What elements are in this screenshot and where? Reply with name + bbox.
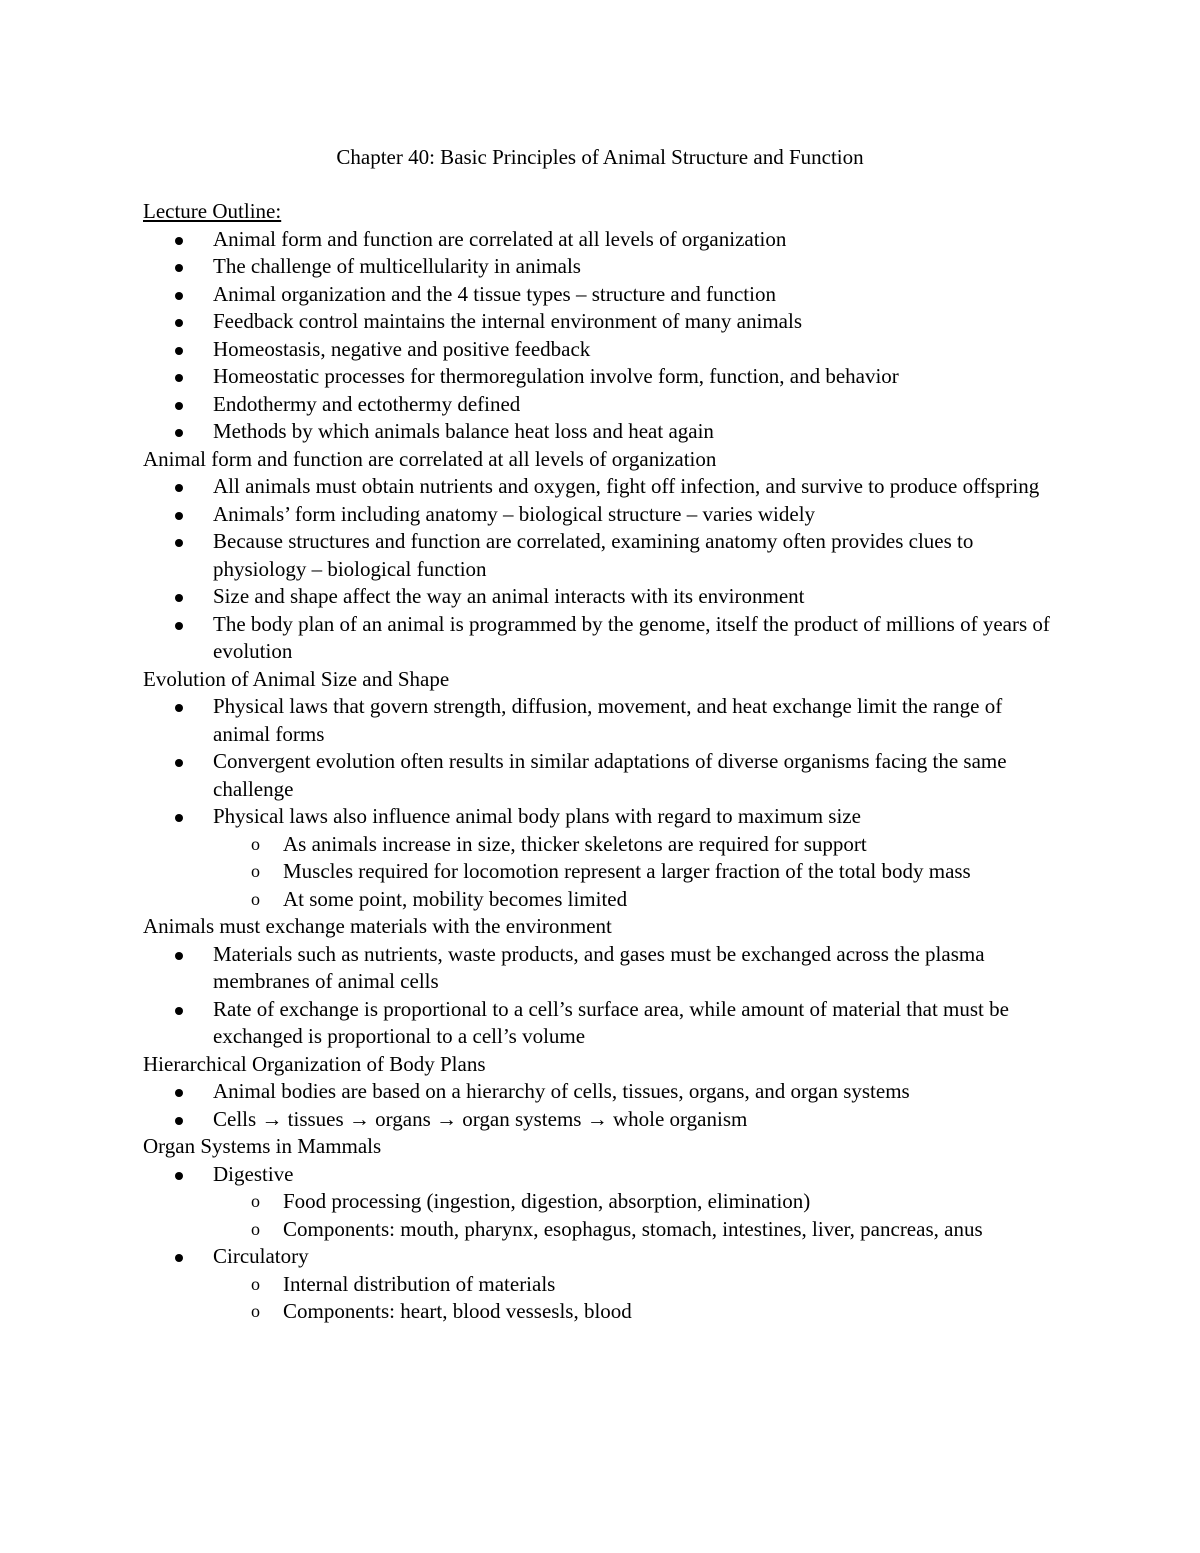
bullet-icon — [175, 622, 183, 630]
sub-list-item — [213, 886, 1063, 914]
sub-list-item — [213, 1271, 1063, 1299]
list-item — [143, 501, 1063, 529]
bullet-icon — [175, 512, 183, 520]
list-item-text: Animals’ form including anatomy – biological structure – varies widely — [213, 501, 816, 526]
list-item — [143, 583, 1063, 611]
bullet-icon — [175, 1089, 183, 1097]
list-item-text: Endothermy and ectothermy defined — [213, 391, 521, 416]
list-item — [143, 996, 1063, 1051]
bullet-icon — [175, 319, 183, 327]
list-item — [143, 1106, 1063, 1134]
bullet-icon — [175, 704, 183, 712]
bullet-icon — [175, 814, 183, 822]
list-item — [143, 1078, 1063, 1106]
list-item — [143, 1243, 1063, 1326]
list-item — [143, 528, 1063, 583]
page-title: Chapter 40: Basic Principles of Animal Structure and Function — [336, 145, 864, 169]
sub-bullet-icon: o — [251, 1301, 260, 1321]
bullet-icon — [175, 484, 183, 492]
section-heading — [143, 1133, 1063, 1161]
list-item-text: Feedback control maintains the internal environment of many animals — [213, 309, 802, 333]
sub-bullet-icon: o — [251, 1218, 260, 1239]
bullet-icon — [175, 264, 183, 272]
bullet-icon — [175, 759, 183, 767]
bullet-icon — [175, 1007, 183, 1015]
list-item — [143, 336, 1063, 364]
section-heading-text: Animal form and function are correlated at all levels of organization — [143, 446, 717, 471]
list-item — [143, 418, 1063, 446]
bullet-icon — [175, 374, 183, 382]
section-heading — [143, 913, 1063, 941]
list-item — [143, 363, 1063, 391]
list-item-text: Animal organization and the 4 tissue types – structure and function — [213, 281, 776, 306]
list-item-text: Methods by which animals balance heat loss and heat again — [213, 419, 714, 443]
bullet-list — [143, 226, 1063, 446]
list-item-text: Animal bodies are based on a hierarchy of cells, tissues, organs, and organ systems — [213, 1079, 910, 1103]
list-item — [143, 748, 1063, 803]
list-item — [143, 611, 1063, 666]
sub-bullet-icon: o — [251, 888, 260, 909]
list-item — [143, 281, 1063, 309]
list-item — [143, 941, 1063, 996]
bullet-icon — [175, 1172, 183, 1180]
bullet-icon — [175, 429, 183, 437]
list-item-text: The challenge of multicellularity in animals — [213, 254, 581, 278]
list-item — [143, 803, 1063, 913]
bullet-icon — [175, 594, 183, 602]
list-item — [143, 308, 1063, 336]
section-heading-text: Evolution of Animal Size and Shape — [143, 666, 450, 691]
bullet-icon — [175, 952, 183, 960]
list-item-text: Circulatory — [213, 1244, 309, 1268]
list-item-text: Digestive — [213, 1161, 294, 1186]
bullet-icon — [175, 1254, 183, 1262]
section-heading-text: Lecture Outline: — [143, 199, 282, 223]
bullet-list — [143, 693, 1063, 913]
list-item — [143, 1161, 1063, 1244]
sub-list-item-text: As animals increase in size, thicker skeletons are required for support — [283, 831, 867, 856]
bullet-icon — [175, 402, 183, 410]
sub-bullet-list — [213, 831, 1063, 914]
sub-bullet-list — [213, 1188, 1063, 1243]
list-item-text: Cells → tissues → organs → organ systems → whole organism — [213, 1106, 748, 1131]
section-heading-text: Organ Systems in Mammals — [143, 1134, 382, 1158]
bullet-icon — [175, 1117, 183, 1125]
list-item-text: Homeostasis, negative and positive feedback — [213, 336, 591, 361]
sub-list-item-text: Components: heart, blood vessesls, blood — [283, 1299, 632, 1323]
sub-bullet-list — [213, 1271, 1063, 1326]
sub-list-item-text: At some point, mobility becomes limited — [283, 886, 628, 911]
list-item — [143, 253, 1063, 281]
bullet-icon — [175, 292, 183, 300]
sub-list-item-text: Muscles required for locomotion represent a larger fraction of the total body mass — [283, 859, 971, 883]
list-item-text: Homeostatic processes for thermoregulation involve form, function, and behavior — [213, 364, 899, 388]
sub-bullet-icon: o — [251, 1191, 260, 1211]
list-item-text: Materials such as nutrients, waste products, and gases must be exchanged across the plasma membranes of animal cells — [213, 941, 985, 993]
list-item-text: Physical laws also influence animal body plans with regard to maximum size — [213, 804, 861, 828]
bullet-icon — [175, 237, 183, 245]
sub-list-item — [213, 1188, 1063, 1216]
sub-list-item-text: Components: mouth, pharynx, esophagus, stomach, intestines, liver, pancreas, anus — [283, 1216, 983, 1241]
sub-list-item-text: Food processing (ingestion, digestion, absorption, elimination) — [283, 1189, 811, 1213]
list-item-text: Size and shape affect the way an animal interacts with its environment — [213, 584, 805, 608]
list-item-text: The body plan of an animal is programmed by the genome, itself the product of millions of years of evolution — [213, 611, 1050, 663]
bullet-list — [143, 941, 1063, 1051]
sub-list-item-text: Internal distribution of materials — [283, 1271, 556, 1296]
section-heading-text: Hierarchical Organization of Body Plans — [143, 1051, 486, 1076]
bullet-list — [143, 473, 1063, 666]
section-heading — [143, 198, 1063, 226]
list-item-text: Convergent evolution often results in similar adaptations of diverse organisms facing the same challenge — [213, 749, 1007, 801]
section-heading — [143, 1051, 1063, 1079]
bullet-icon — [175, 539, 183, 547]
list-item-text: Rate of exchange is proportional to a cell’s surface area, while amount of material that must be exchanged is proportional to a cell’s volume — [213, 996, 1009, 1048]
sub-list-item — [213, 858, 1063, 886]
list-item-text: Physical laws that govern strength, diffusion, movement, and heat exchange limit the range of animal forms — [213, 694, 1003, 746]
section-heading — [143, 666, 1063, 694]
bullet-list — [143, 1078, 1063, 1133]
sub-list-item — [213, 831, 1063, 859]
sub-list-item — [213, 1216, 1063, 1244]
list-item — [143, 391, 1063, 419]
list-item-text: Because structures and function are correlated, examining anatomy often provides clues to physiology – biological function — [213, 529, 974, 581]
bullet-list — [143, 1161, 1063, 1326]
list-item — [143, 473, 1063, 501]
section-heading — [143, 446, 1063, 474]
sub-list-item — [213, 1298, 1063, 1326]
list-item — [143, 226, 1063, 254]
document-body — [143, 198, 1063, 1326]
list-item-text: Animal form and function are correlated at all levels of organization — [213, 226, 787, 251]
bullet-icon — [175, 347, 183, 355]
sub-bullet-icon: o — [251, 861, 260, 881]
list-item — [143, 693, 1063, 748]
list-item-text: All animals must obtain nutrients and oxygen, fight off infection, and survive to produce offspring — [213, 474, 1040, 498]
sub-bullet-icon: o — [251, 1273, 260, 1294]
section-heading-text: Animals must exchange materials with the environment — [143, 914, 612, 938]
sub-bullet-icon: o — [251, 833, 260, 854]
